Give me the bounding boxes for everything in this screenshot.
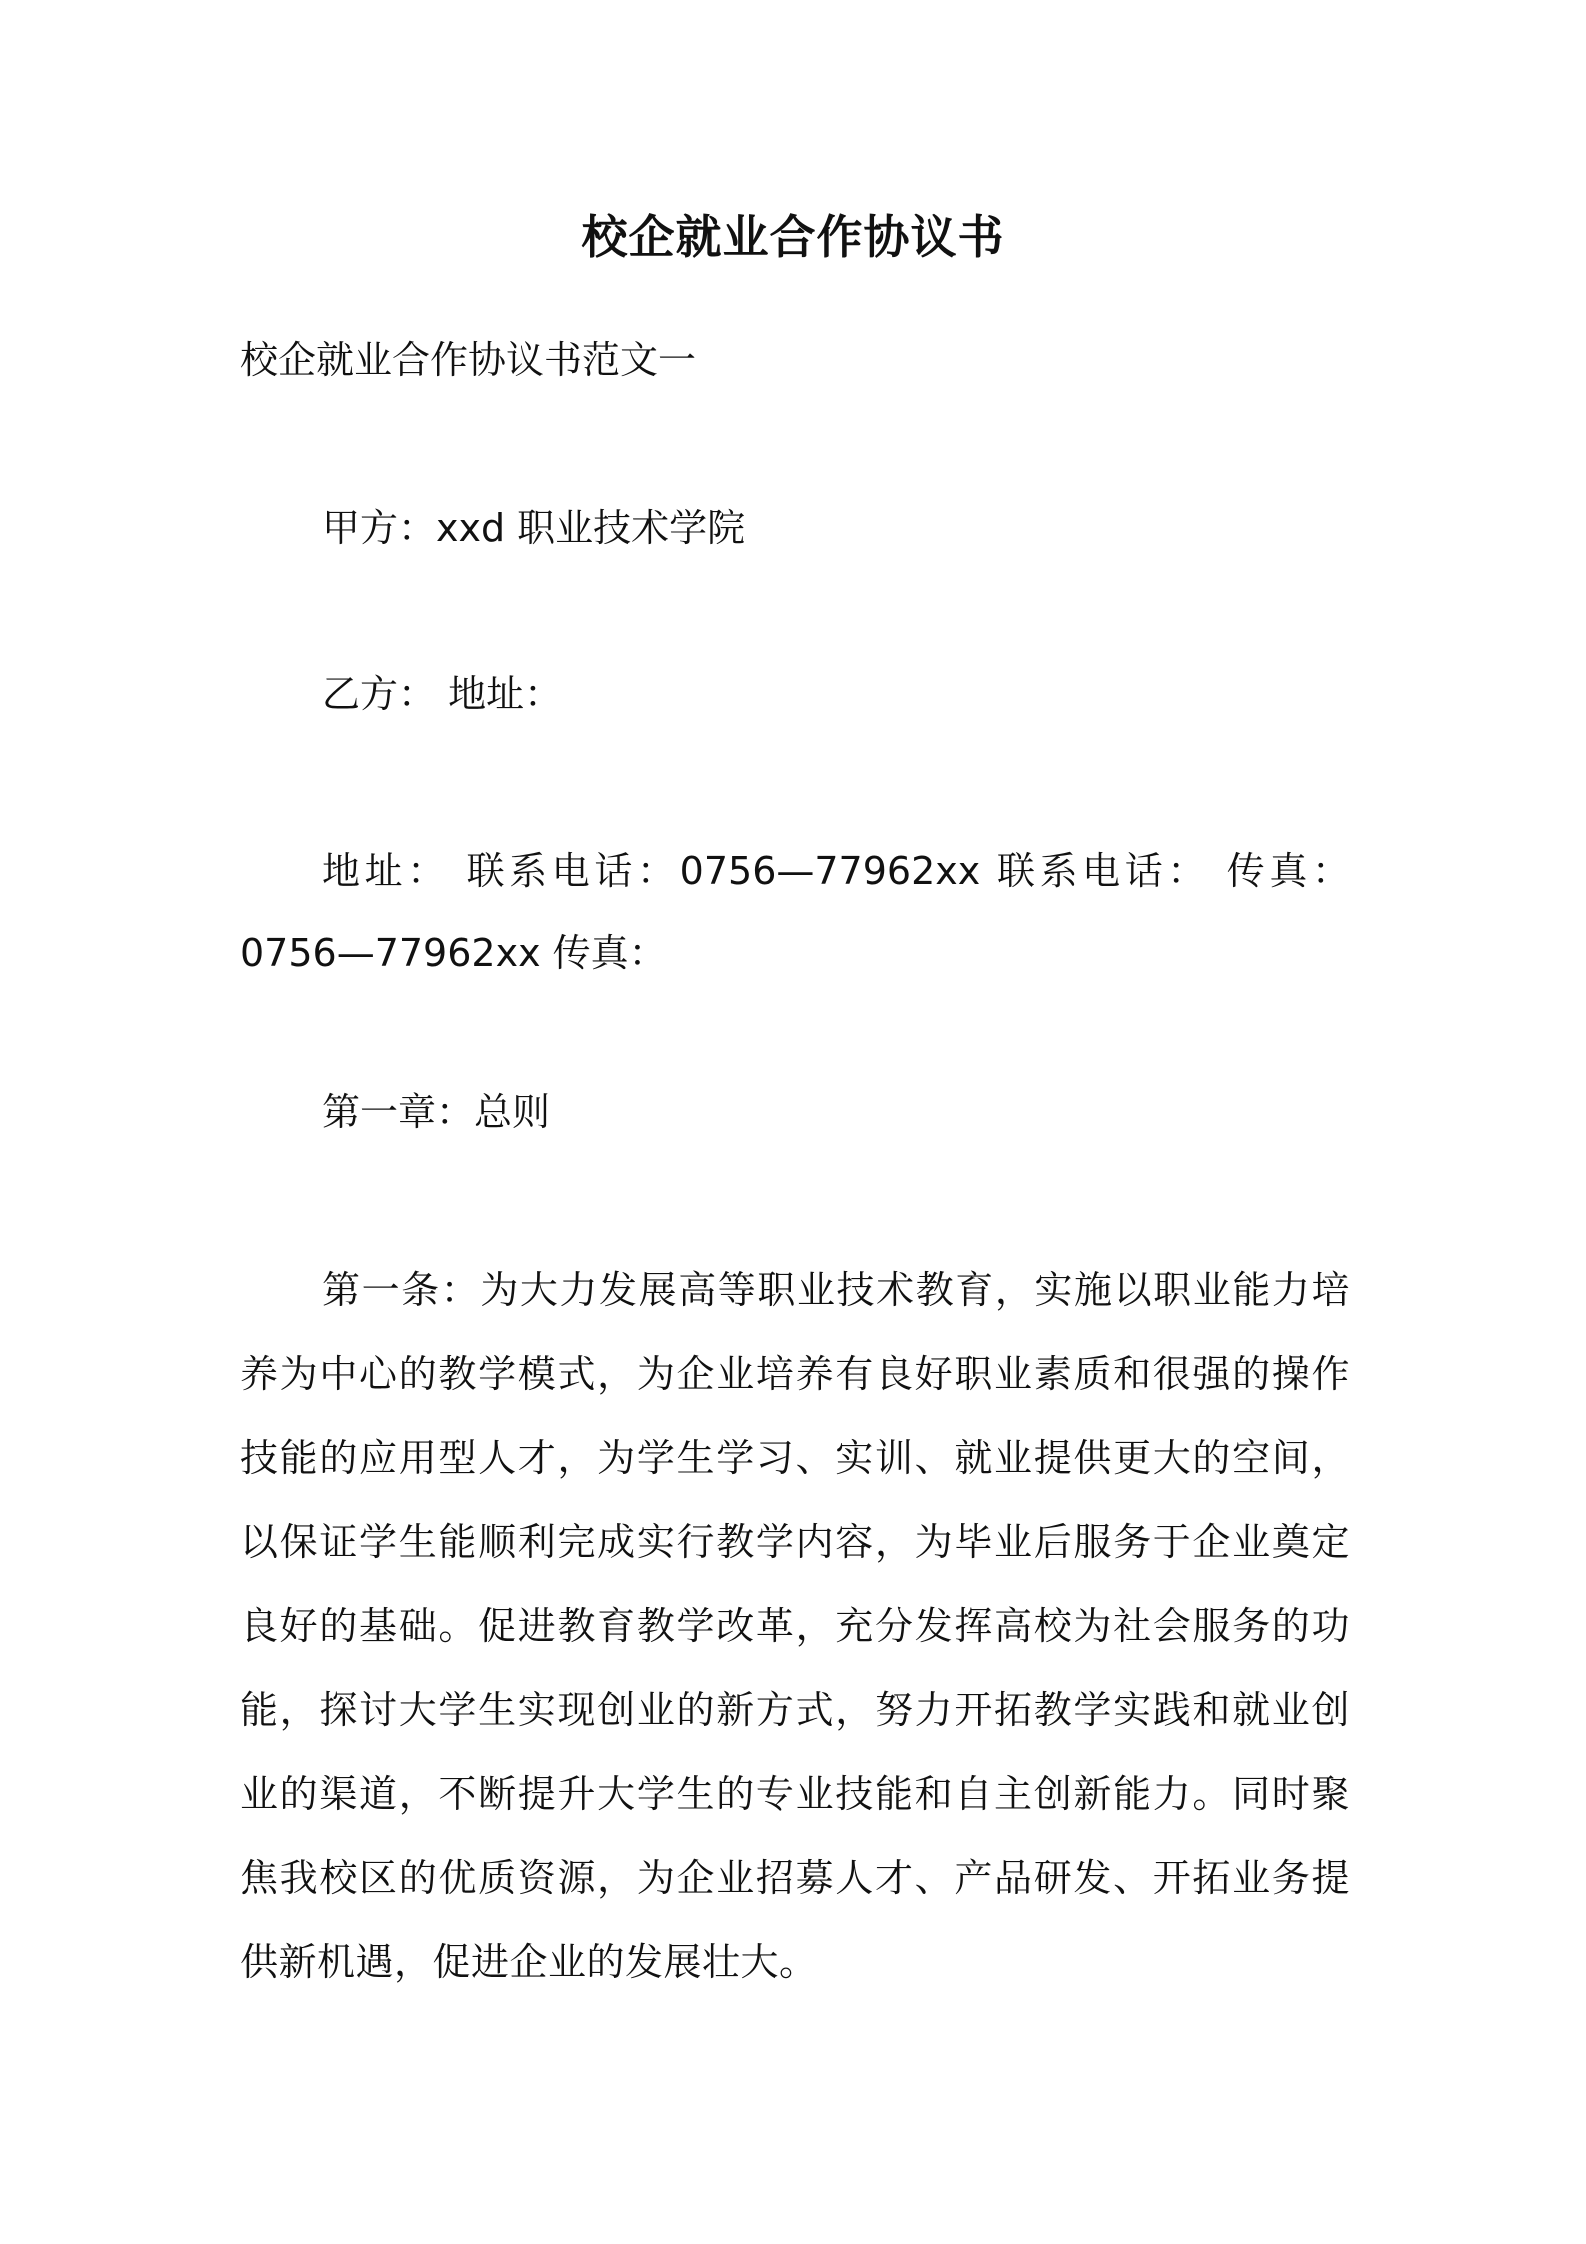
contact-paragraph: 地址： 联系电话：0756—77962xx 联系电话： 传真：0756—77962xx 传真：: [240, 849, 1350, 975]
document-subtitle: 校企就业合作协议书范文一: [240, 338, 697, 382]
document-title: 校企就业合作协议书: [581, 210, 1005, 264]
party-a-line: 甲方：xxd 职业技术学院: [322, 506, 746, 550]
article-1-paragraph: 第一条：为大力发展高等职业技术教育，实施以职业能力培养为中心的教学模式，为企业培养有良好职业素质和很强的操作技能的应用型人才，为学生学习、实训、就业提供更大的空间，以保证学生能顺利完成实行教学内容，为毕业后服务于企业奠定良好的基础。促进教育教学改革，充分发挥高校为社会服务的功能，探讨大学生实现创业的新方式，努力开拓教学实践和就业创业的渠道，不断提升大学生的专业技能和自主创新能力。同时聚焦我校区的优质资源，为企业招募人才、产品研发、开拓业务提供新机遇，促进企业的发展壮大。: [240, 1268, 1350, 1984]
chapter-heading: 第一章：总则: [322, 1090, 551, 1134]
party-b-line: 乙方： 地址：: [322, 672, 563, 716]
